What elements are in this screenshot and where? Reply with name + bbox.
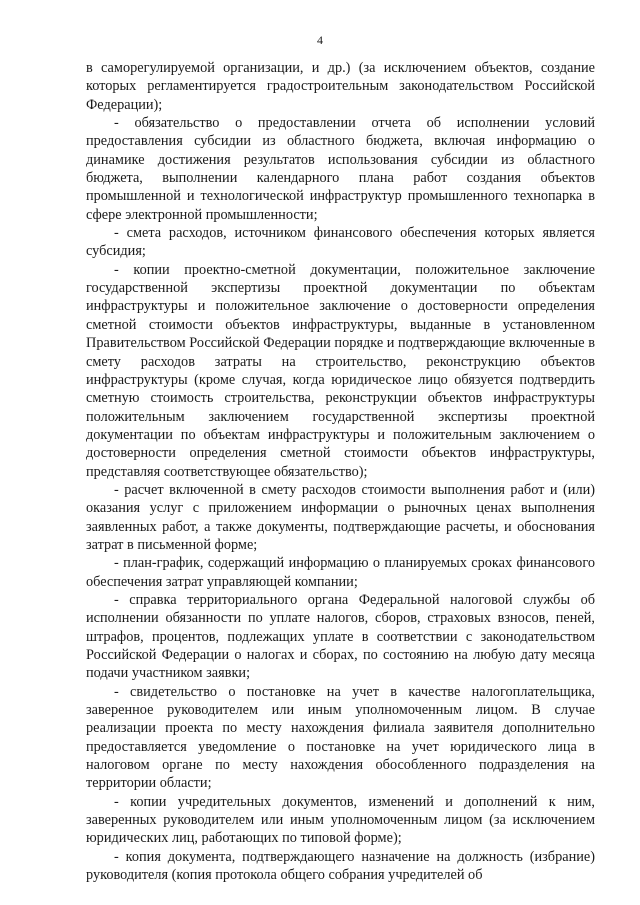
list-item-design-documentation: - копии проектно-сметной документации, положительное заключение государственной экспертизы проектной документации по объектам инфраструктуры и положительное заключение о достоверности определения сметной стоимости объектов инфраструктуры, выданные в установленном Правительством Российской Федерации порядке и подтверждающие включенные в смету расходов затраты на строительство, реконструкцию объектов инфраструктуры (кроме случая, когда юридическое лицо обязуется подтвердить сметную стоимость строительства, реконструкции объектов инфраструктуры положительным заключением государственной экспертизы проектной документации по объектам инфраструктуры и положительным заключением о достоверности определения сметной стоимости объектов инфраструктуры, представляя соответствующее обязательство); xyxy=(86,261,595,480)
list-item-expense-estimate: - смета расходов, источником финансового обеспечения которых является субсидия; xyxy=(86,225,595,260)
document-body xyxy=(86,59,595,884)
paragraph-continuation: в саморегулируемой организации, и др.) (за исключением объектов, создание которых регламентируется градостроительным законодательством Российской Федерации); xyxy=(86,60,595,113)
page-number: 4 xyxy=(317,33,323,47)
list-item-report-obligation: - обязательство о предоставлении отчета об исполнении условий предоставления субсидии из областного бюджета, включая информацию о динамике достижения результатов использования субсидии из областного бюджета, выполнении календарного плана работ создания объектов промышленной и технологической инфраструктур промышленного технопарка в сфере электронной промышленности; xyxy=(86,115,595,223)
list-item-schedule: - план-график, содержащий информацию о планируемых сроках финансового обеспечения затрат управляющей компании; xyxy=(86,555,595,590)
list-item-tax-registration: - свидетельство о постановке на учет в качестве налогоплательщика, заверенное руководителем или иным уполномоченным лицом. В случае реализации проекта по месту нахождения филиала заявителя дополнительно предоставляется уведомление о постановке на учет юридического лица в налоговом органе по месту нахождения обособленного подразделения на территории области; xyxy=(86,683,595,792)
list-item-cost-calculation: - расчет включенной в смету расходов стоимости выполнения работ и (или) оказания услуг с приложением информации о рыночных ценах выполнения заявленных работ, а также документы, подтверждающие расчеты, и обоснования затрат в письменной форме; xyxy=(86,481,595,553)
list-item-founding-documents: - копии учредительных документов, изменений и дополнений к ним, заверенных руководителем или иным уполномоченным лицом (за исключением юридических лиц, работающих по типовой форме); xyxy=(86,793,595,847)
list-item-tax-certificate: - справка территориального органа Федеральной налоговой службы об исполнении обязанности по уплате налогов, сборов, страховых взносов, пеней, штрафов, процентов, подлежащих уплате в соответствии с законодательством Российской Федерации о налогах и сборах, по состоянию на любую дату месяца подачи участником заявки; xyxy=(86,591,595,682)
list-item-director-appointment: - копия документа, подтверждающего назначение на должность (избрание) руководителя (копия протокола общего собрания учредителей об xyxy=(86,848,595,884)
